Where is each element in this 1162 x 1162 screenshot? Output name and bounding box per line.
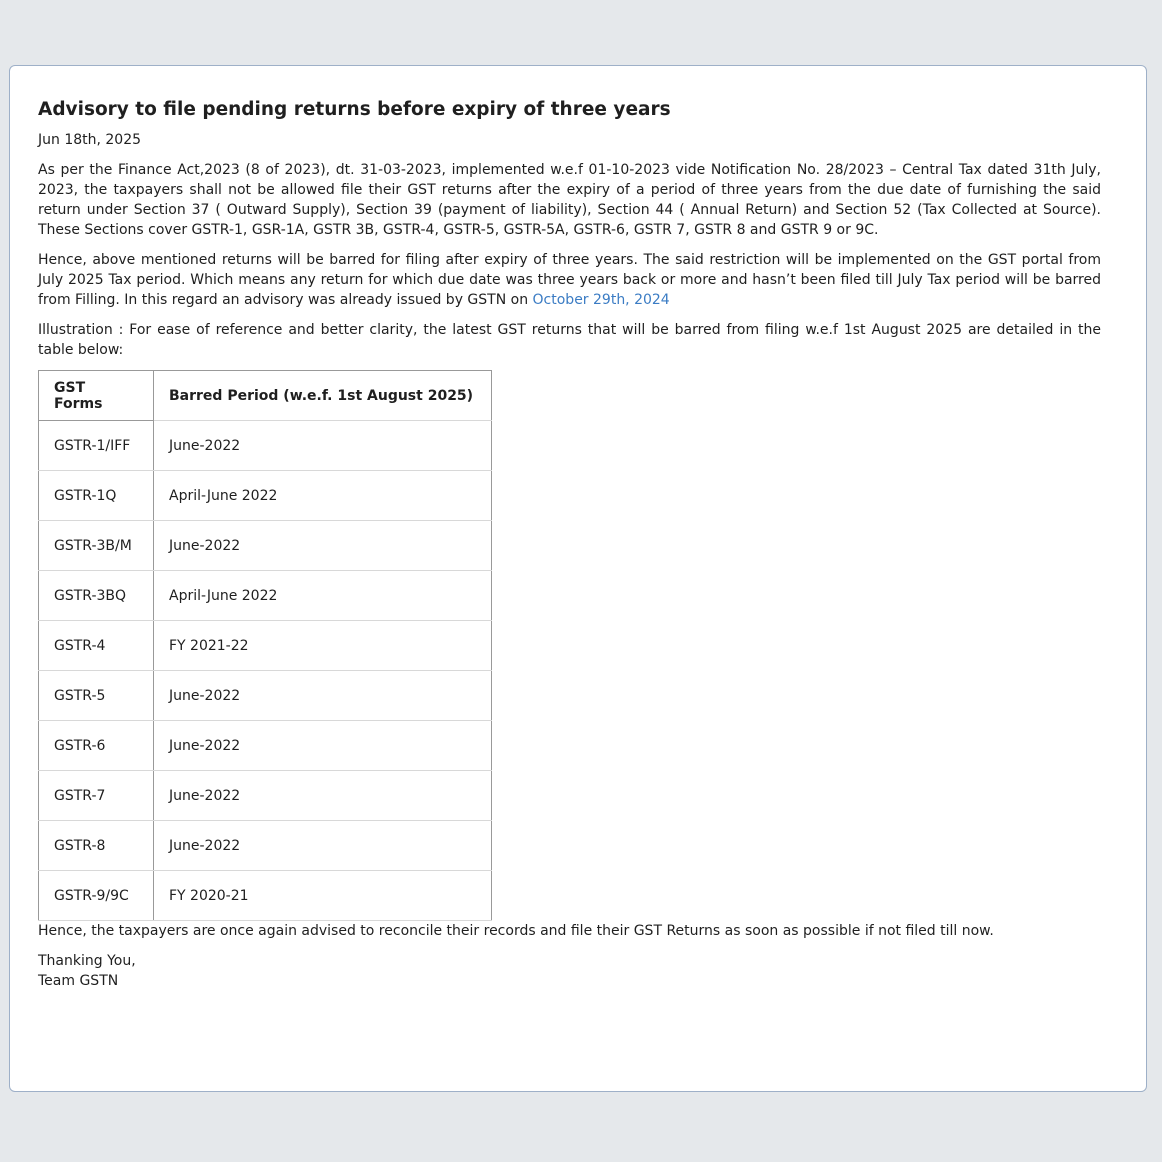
cell-gst-form: GSTR-4 xyxy=(39,621,154,671)
table-row xyxy=(39,871,492,921)
table-row xyxy=(39,421,492,471)
cell-barred-period: June-2022 xyxy=(154,671,492,721)
cell-gst-form: GSTR-1Q xyxy=(39,471,154,521)
cell-gst-form: GSTR-6 xyxy=(39,721,154,771)
header-barred-period: Barred Period (w.e.f. 1st August 2025) xyxy=(154,371,492,421)
table-row xyxy=(39,571,492,621)
paragraph-barred-returns xyxy=(38,250,1101,310)
cell-gst-form: GSTR-1/IFF xyxy=(39,421,154,471)
header-gst-forms: GST Forms xyxy=(39,371,154,421)
cell-barred-period: June-2022 xyxy=(154,771,492,821)
cell-gst-form: GSTR-8 xyxy=(39,821,154,871)
table-header-row xyxy=(39,371,492,421)
cell-gst-form: GSTR-3BQ xyxy=(39,571,154,621)
cell-barred-period: April-June 2022 xyxy=(154,471,492,521)
cell-barred-period: FY 2021-22 xyxy=(154,621,492,671)
table-row xyxy=(39,471,492,521)
cell-barred-period: June-2022 xyxy=(154,421,492,471)
barred-returns-table xyxy=(38,370,492,921)
cell-gst-form: GSTR-7 xyxy=(39,771,154,821)
table-row xyxy=(39,621,492,671)
cell-barred-period: June-2022 xyxy=(154,721,492,771)
cell-gst-form: GSTR-5 xyxy=(39,671,154,721)
cell-barred-period: April-June 2022 xyxy=(154,571,492,621)
paragraph-barred-returns-text: Hence, above mentioned returns will be barred for filing after expiry of three years. The said restriction will be implemented on the GST portal from July 2025 Tax period. Which means any return for which due date was three years back or more and hasn’t been filed till July Tax period will be barred from Filling. In this regard an advisory was already issued by GSTN on xyxy=(38,252,1101,308)
closing-signature: Team GSTN xyxy=(38,973,119,989)
closing-thanks: Thanking You, xyxy=(38,953,136,969)
closing-signoff xyxy=(38,951,1101,991)
paragraph-finance-act: As per the Finance Act,2023 (8 of 2023), dt. 31-03-2023, implemented w.e.f 01-10-2023 vide Notification No. 28/2023 – Central Tax dated 31th July, 2023, the taxpayers shall not be allowed file their GST returns after the expiry of a period of three years from the due date of furnishing the said return under Section 37 ( Outward Supply), Section 39 (payment of liability), Section 44 ( Annual Return) and Section 52 (Tax Collected at Source). These Sections cover GSTR-1, GSR-1A, GSTR 3B, GSTR-4, GSTR-5, GSTR-5A, GSTR-6, GSTR 7, GSTR 8 and GSTR 9 or 9C. xyxy=(38,162,1101,238)
cell-barred-period: June-2022 xyxy=(154,821,492,871)
table-row xyxy=(39,771,492,821)
advisory-date: Jun 18th, 2025 xyxy=(38,132,142,148)
cell-gst-form: GSTR-3B/M xyxy=(39,521,154,571)
advisory-card xyxy=(9,65,1147,1092)
table-row xyxy=(39,671,492,721)
advisory-title: Advisory to file pending returns before expiry of three years xyxy=(38,99,671,120)
table-row xyxy=(39,521,492,571)
paragraph-illustration: Illustration : For ease of reference and better clarity, the latest GST returns that will be barred from filing w.e.f 1st August 2025 are detailed in the table below: xyxy=(38,322,1101,358)
table-row xyxy=(39,721,492,771)
cell-gst-form: GSTR-9/9C xyxy=(39,871,154,921)
table-row xyxy=(39,821,492,871)
cell-barred-period: FY 2020-21 xyxy=(154,871,492,921)
cell-barred-period: June-2022 xyxy=(154,521,492,571)
previous-advisory-link[interactable]: October 29th, 2024 xyxy=(532,292,670,308)
paragraph-reconcile-advice: Hence, the taxpayers are once again advised to reconcile their records and file their GST Returns as soon as possible if not filed till now. xyxy=(38,923,994,939)
